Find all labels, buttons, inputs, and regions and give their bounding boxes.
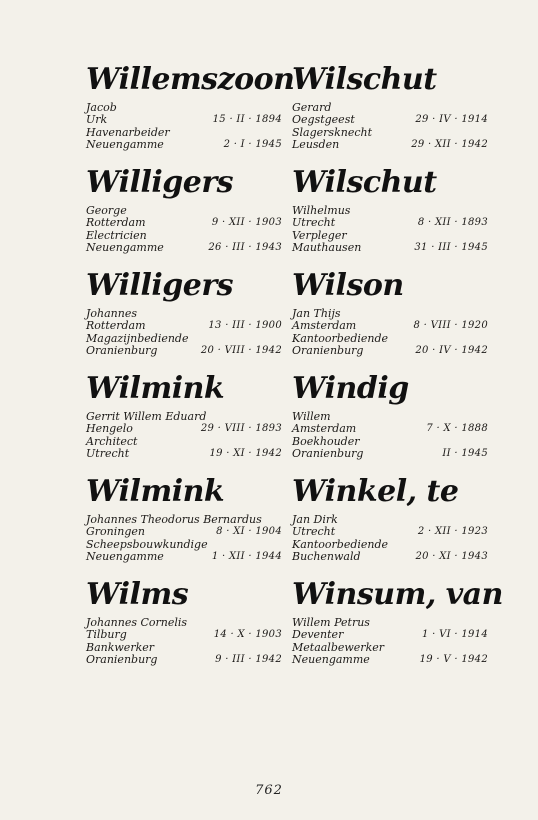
occupation: Scheepsbouwkundige — [86, 537, 208, 551]
death-row — [86, 345, 282, 358]
occupation: Electricien — [86, 228, 147, 242]
surname: Willigers — [86, 268, 234, 303]
death-date: 20 · XI · 1943 — [415, 551, 488, 562]
entry — [86, 165, 282, 268]
page-number: 762 — [255, 783, 283, 798]
entry — [292, 371, 488, 474]
death-row — [86, 242, 282, 255]
given-name: Gerrit Willem Eduard — [86, 410, 207, 423]
given-name: Wilhelmus — [292, 204, 351, 217]
occupation: Bankwerker — [86, 640, 155, 654]
death-date: 2 · I · 1945 — [223, 139, 282, 150]
death-place: Utrecht — [86, 447, 130, 460]
birth-date: 8 · XII · 1893 — [417, 217, 488, 228]
entry — [292, 62, 488, 165]
death-date: 9 · III · 1942 — [215, 654, 282, 665]
birthplace: Utrecht — [292, 216, 336, 229]
death-row — [86, 654, 282, 667]
death-place: Neuengamme — [86, 138, 164, 151]
surname: Winkel, te — [292, 474, 459, 509]
given-name: Johannes — [86, 307, 137, 320]
entry — [292, 577, 503, 680]
birth-date: 15 · II · 1894 — [212, 114, 282, 125]
entry — [86, 371, 282, 474]
birthplace: Oegstgeest — [292, 113, 355, 126]
death-date: 19 · XI · 1942 — [209, 448, 282, 459]
birthplace: Hengelo — [86, 422, 133, 435]
birthplace: Amsterdam — [292, 422, 357, 435]
surname: Wilmink — [86, 474, 225, 509]
entry — [292, 268, 488, 371]
death-row — [292, 448, 488, 461]
given-name: Jan Thijs — [292, 307, 341, 320]
occupation: Slagersknecht — [292, 125, 372, 139]
surname: Windig — [292, 371, 409, 406]
birthplace: Tilburg — [86, 628, 127, 641]
death-place: Neuengamme — [86, 241, 164, 254]
given-name: Jacob — [86, 101, 117, 114]
surname: Willemszoon — [86, 62, 295, 97]
entry — [86, 577, 282, 680]
birthplace: Urk — [86, 113, 108, 126]
death-place: Buchenwald — [292, 550, 361, 563]
death-row — [292, 139, 488, 152]
death-date: 20 · IV · 1942 — [415, 345, 488, 356]
entry — [86, 474, 282, 577]
death-date: 29 · XII · 1942 — [411, 139, 488, 150]
birth-date: 29 · IV · 1914 — [415, 114, 488, 125]
surname: Wilschut — [292, 62, 437, 97]
given-name: Willem Petrus — [292, 616, 370, 629]
given-name: Gerard — [292, 101, 332, 114]
birthplace: Utrecht — [292, 525, 336, 538]
occupation: Verpleger — [292, 228, 347, 242]
death-place: Oranienburg — [86, 653, 158, 666]
birth-date: 7 · X · 1888 — [426, 423, 488, 434]
entry — [292, 474, 488, 577]
occupation: Kantoorbediende — [292, 331, 389, 345]
death-row — [292, 242, 488, 255]
given-name: Willem — [292, 410, 331, 423]
death-place: Mauthausen — [292, 241, 362, 254]
occupation: Havenarbeider — [86, 125, 170, 139]
birth-date: 9 · XII · 1903 — [211, 217, 282, 228]
surname: Wilschut — [292, 165, 437, 200]
death-place: Leusden — [292, 138, 340, 151]
birthplace: Rotterdam — [86, 319, 146, 332]
right-column — [292, 62, 503, 680]
death-row — [86, 139, 282, 152]
surname: Wilson — [292, 268, 404, 303]
death-row — [86, 551, 282, 564]
occupation: Kantoorbediende — [292, 537, 389, 551]
entry — [86, 62, 295, 165]
left-column — [86, 62, 295, 680]
given-name: Johannes Theodorus Bernardus — [86, 513, 262, 526]
death-date: 19 · V · 1942 — [419, 654, 488, 665]
birth-date: 8 · XI · 1904 — [216, 526, 282, 537]
given-name: George — [86, 204, 127, 217]
death-date: 20 · VIII · 1942 — [200, 345, 282, 356]
surname: Willigers — [86, 165, 234, 200]
surname: Winsum, van — [292, 577, 503, 612]
birthplace: Rotterdam — [86, 216, 146, 229]
death-date: 1 · XII · 1944 — [211, 551, 282, 562]
death-date: 26 · III · 1943 — [208, 242, 282, 253]
death-row — [292, 551, 488, 564]
occupation: Boekhouder — [292, 434, 360, 448]
surname: Wilms — [86, 577, 189, 612]
occupation: Architect — [86, 434, 138, 448]
death-place: Neuengamme — [86, 550, 164, 563]
death-row — [292, 345, 488, 358]
entry — [292, 165, 488, 268]
death-row — [292, 654, 488, 667]
death-date: II · 1945 — [442, 448, 488, 459]
birthplace: Deventer — [292, 628, 344, 641]
death-place: Neuengamme — [292, 653, 370, 666]
birthplace: Amsterdam — [292, 319, 357, 332]
entry — [86, 268, 282, 371]
birth-date: 1 · VI · 1914 — [422, 629, 488, 640]
death-row — [86, 448, 282, 461]
given-name: Jan Dirk — [292, 513, 338, 526]
death-date: 31 · III · 1945 — [414, 242, 488, 253]
birth-date: 29 · VIII · 1893 — [200, 423, 282, 434]
surname: Wilmink — [86, 371, 225, 406]
death-place: Oranienburg — [292, 344, 364, 357]
death-place: Oranienburg — [292, 447, 364, 460]
birth-date: 8 · VIII · 1920 — [413, 320, 488, 331]
birth-date: 14 · X · 1903 — [213, 629, 282, 640]
occupation: Metaalbewerker — [292, 640, 384, 654]
birth-date: 2 · XII · 1923 — [417, 526, 488, 537]
occupation: Magazijnbediende — [86, 331, 189, 345]
death-place: Oranienburg — [86, 344, 158, 357]
birthplace: Groningen — [86, 525, 145, 538]
birth-date: 13 · III · 1900 — [208, 320, 282, 331]
given-name: Johannes Cornelis — [86, 616, 188, 629]
